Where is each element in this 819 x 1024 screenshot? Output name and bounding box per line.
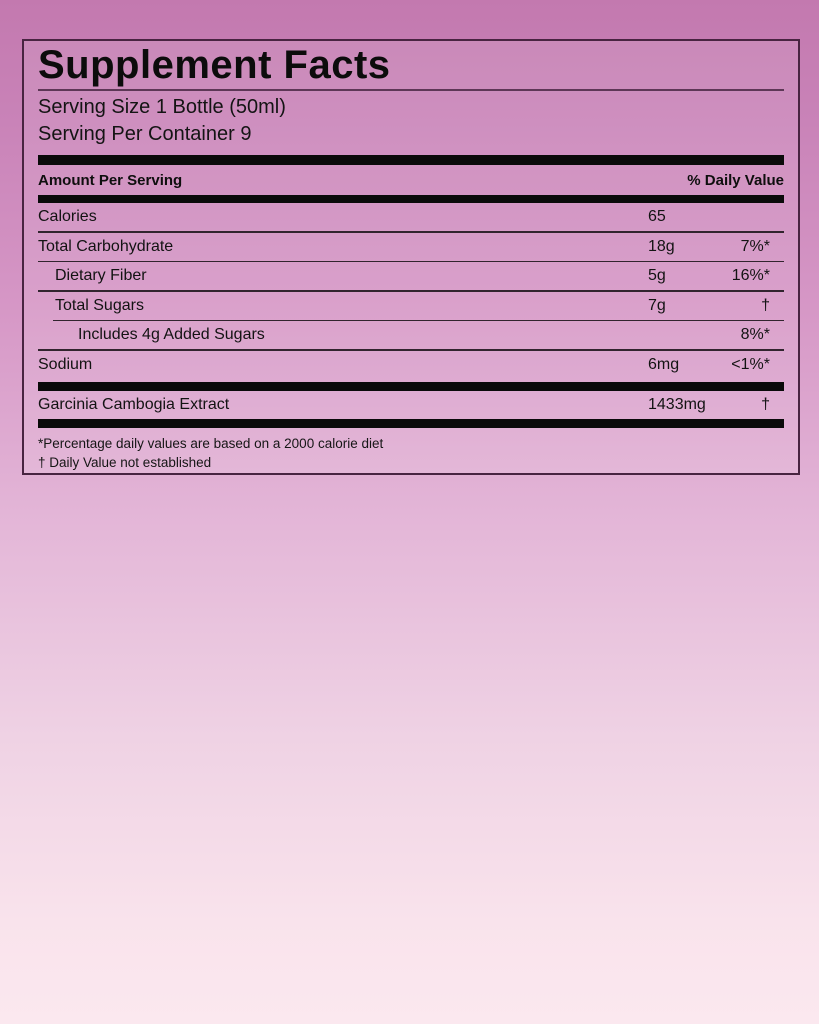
thick-divider-top xyxy=(38,155,784,165)
nutrient-name: Sodium xyxy=(38,355,93,373)
nutrient-name: Calories xyxy=(38,208,97,225)
panel-title: Supplement Facts xyxy=(38,43,391,87)
nutrient-daily-value: 16%* xyxy=(731,267,770,284)
footnotes xyxy=(38,434,784,472)
nutrient-daily-value: 8%* xyxy=(740,326,770,343)
nutrient-amount: 6mg xyxy=(648,355,680,373)
nutrient-name: Includes 4g Added Sugars xyxy=(78,326,265,343)
serving-size-text: Serving Size 1 Bottle (50ml) xyxy=(38,96,286,118)
title-divider xyxy=(38,89,784,91)
nutrient-name: Total Carbohydrate xyxy=(38,237,174,255)
nutrient-amount: 7g xyxy=(648,296,666,314)
nutrient-daily-value: † xyxy=(761,395,770,413)
nutrient-daily-value: <1%* xyxy=(731,355,770,373)
nutrient-name: Total Sugars xyxy=(55,296,144,314)
daily-value-header: % Daily Value xyxy=(687,171,784,189)
nutrient-row-calories xyxy=(38,203,784,231)
footnote-daily-values: *Percentage daily values are based on a 2000 calorie diet xyxy=(38,435,384,451)
thick-divider-bottom xyxy=(38,419,784,428)
nutrient-amount: 5g xyxy=(648,267,666,284)
nutrient-row-added-sugars xyxy=(38,321,784,349)
nutrient-amount: 1433mg xyxy=(648,395,706,413)
nutrient-amount: 65 xyxy=(648,208,666,225)
nutrient-daily-value: 7%* xyxy=(740,237,770,255)
thick-divider-header xyxy=(38,195,784,203)
footnote-dv-not-established: † Daily Value not established xyxy=(38,454,212,470)
nutrient-row-garcinia-cambogia xyxy=(38,391,784,419)
supplement-facts-panel xyxy=(22,39,800,475)
column-header-row xyxy=(38,165,784,195)
thick-divider-middle xyxy=(38,382,784,391)
nutrient-row-dietary-fiber xyxy=(38,262,784,290)
nutrient-row-total-carbohydrate xyxy=(38,233,784,261)
nutrient-name: Dietary Fiber xyxy=(55,267,147,284)
nutrient-amount: 18g xyxy=(648,237,675,255)
nutrient-row-total-sugars xyxy=(38,292,784,320)
nutrient-name: Garcinia Cambogia Extract xyxy=(38,395,230,413)
servings-per-container-text: Serving Per Container 9 xyxy=(38,123,252,145)
nutrient-row-sodium xyxy=(38,351,784,379)
nutrient-daily-value: † xyxy=(761,296,770,314)
amount-per-serving-header: Amount Per Serving xyxy=(38,171,183,189)
